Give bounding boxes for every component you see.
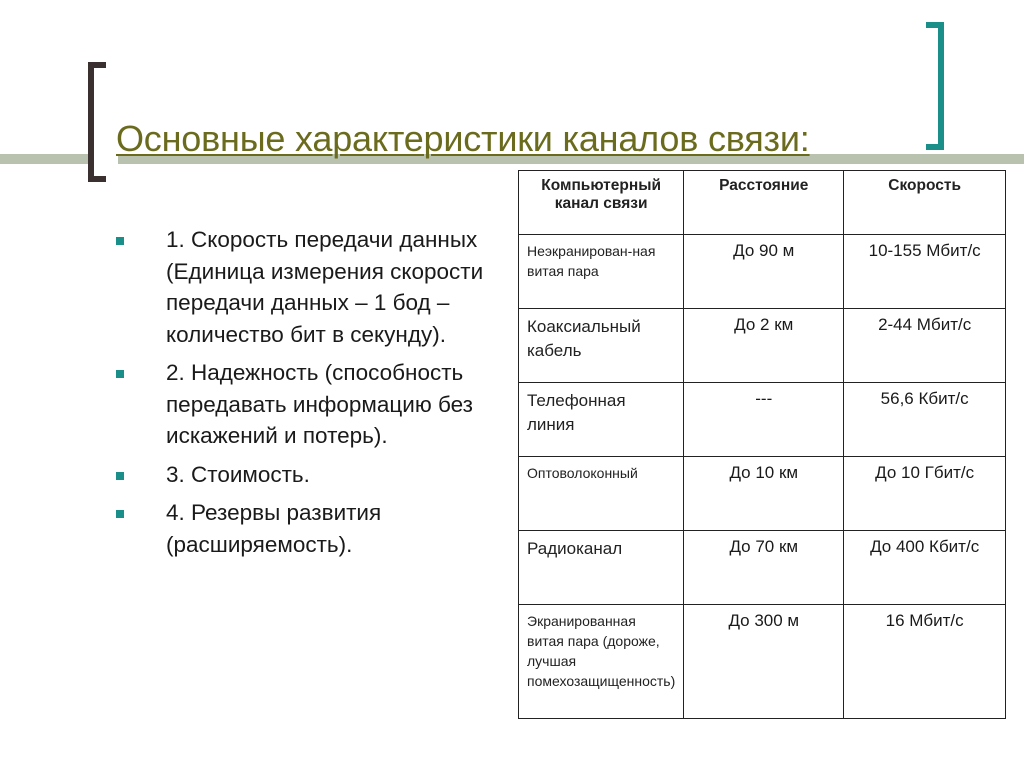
column-header-channel: Компьютерный канал связи: [519, 171, 684, 235]
channel-speed: 16 Мбит/с: [844, 605, 1006, 719]
channel-name: Оптоволоконный: [519, 457, 684, 531]
table-row: [519, 309, 1006, 383]
channel-speed: 2-44 Мбит/с: [844, 309, 1006, 383]
channel-distance: До 2 км: [684, 309, 844, 383]
table-row: [519, 383, 1006, 457]
column-header-speed: Скорость: [844, 171, 1006, 235]
table-row: [519, 235, 1006, 309]
channel-speed: 56,6 Кбит/с: [844, 383, 1006, 457]
table-row: [519, 457, 1006, 531]
channel-name: Неэкранирован-ная витая пара: [519, 235, 684, 309]
channel-name: Экранированная витая пара (дороже, лучшая помехозащищенность): [519, 605, 684, 719]
slide-margin: [0, 164, 100, 767]
channel-distance: До 300 м: [684, 605, 844, 719]
list-item: [110, 497, 510, 560]
list-item: [110, 224, 510, 350]
channel-distance: ---: [684, 383, 844, 457]
channel-name: Коаксиальный кабель: [519, 309, 684, 383]
list-item-text: 3. Стоимость.: [166, 461, 310, 487]
list-item-text: 4. Резервы развития (расширяемость).: [166, 500, 382, 557]
list-item: [110, 357, 510, 452]
list-item-text: 2. Надежность (способность передавать информацию без искажений и потерь).: [166, 360, 473, 448]
column-header-distance: Расстояние: [684, 171, 844, 235]
square-bullet-icon: [116, 370, 124, 378]
channel-speed: 10-155 Мбит/с: [844, 235, 1006, 309]
square-bullet-icon: [116, 510, 124, 518]
channel-distance: До 10 км: [684, 457, 844, 531]
right-bracket-decoration: [926, 22, 944, 150]
characteristics-list: [110, 224, 510, 567]
table-row: [519, 605, 1006, 719]
list-item: [110, 459, 510, 491]
slide-title: Основные характеристики каналов связи:: [116, 118, 810, 159]
channel-name: Радиоканал: [519, 531, 684, 605]
left-bracket-decoration: [88, 62, 106, 182]
channels-table: [518, 170, 1006, 719]
square-bullet-icon: [116, 237, 124, 245]
channel-speed: До 400 Кбит/с: [844, 531, 1006, 605]
channel-speed: До 10 Гбит/с: [844, 457, 1006, 531]
channel-distance: До 70 км: [684, 531, 844, 605]
channel-distance: До 90 м: [684, 235, 844, 309]
table-header-row: [519, 171, 1006, 235]
square-bullet-icon: [116, 472, 124, 480]
table-row: [519, 531, 1006, 605]
list-item-text: 1. Скорость передачи данных (Единица измерения скорости передачи данных – 1 бод – количество бит в секунду).: [166, 227, 484, 347]
channel-name: Телефонная линия: [519, 383, 684, 457]
